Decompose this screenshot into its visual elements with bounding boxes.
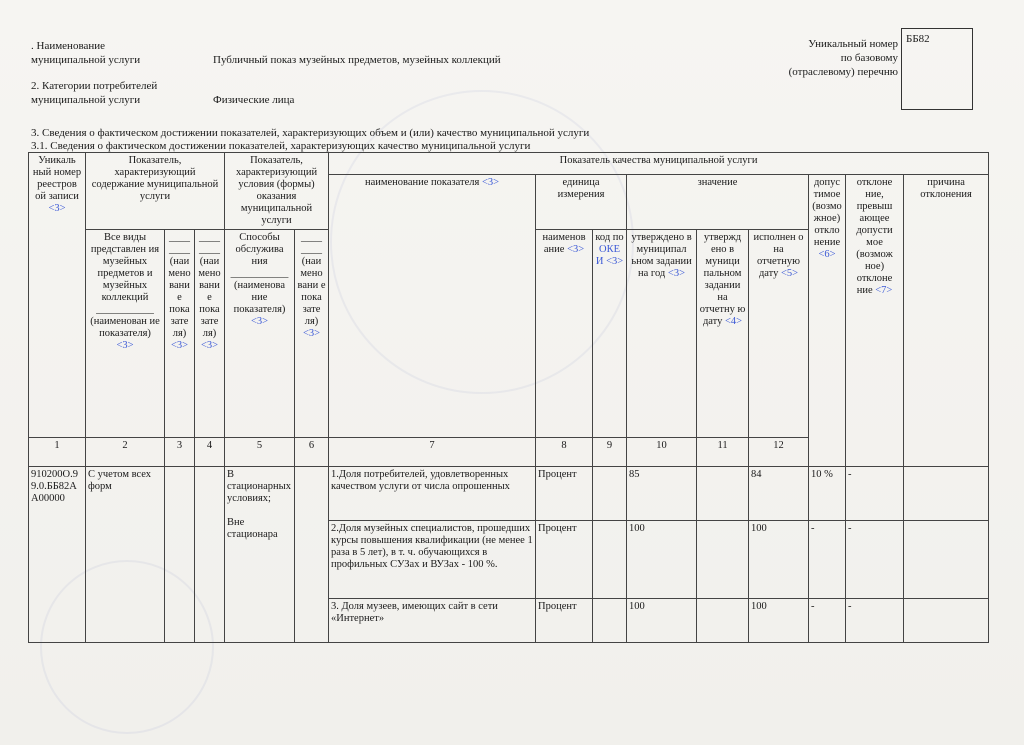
section-3-title: 3. Сведения о фактическом достижении показателей, характеризующих объем и (или) качество муниципальной услуги xyxy=(31,127,590,139)
okei-value xyxy=(593,599,627,643)
conditions-value xyxy=(225,467,295,643)
approved-year-value: 100 xyxy=(627,521,697,599)
column-number: 1 xyxy=(29,438,86,467)
ref-3: <3> xyxy=(200,340,219,351)
header-service-methods-text: Способы обслужива ния xyxy=(235,232,284,267)
service-name-value: Публичный показ музейных предметов, музейных коллекций xyxy=(213,54,501,66)
reason-value xyxy=(904,521,989,599)
approved-date-value xyxy=(697,467,749,521)
unique-number-label-3: (отраслевому) перечню xyxy=(788,66,898,78)
content-value: С учетом всех форм xyxy=(86,467,165,643)
conditions-stationary: В стационарных условиях; xyxy=(227,469,291,504)
ref-3: <3> xyxy=(667,268,685,279)
allowed-value: - xyxy=(809,521,846,599)
approved-date-value xyxy=(697,599,749,643)
executed-value: 100 xyxy=(749,599,809,643)
column-number: 6 xyxy=(295,438,329,467)
column-number: 5 xyxy=(225,438,295,467)
reason-value xyxy=(904,467,989,521)
executed-value: 84 xyxy=(749,467,809,521)
header-blank-text: ____ ____ (наи мено вани е пока зате ля) xyxy=(198,232,221,339)
header-indicator-placeholder: ___________ (наименован ие показателя) xyxy=(90,304,160,339)
header-unit-name-text: наименов ание xyxy=(542,232,586,255)
header-blank-text: ____ ____ (наи мено вани е пока зате ля) xyxy=(168,232,191,339)
section-3-1-title: 3.1. Сведения о фактическом достижении показателей, характеризующих качество муниципальной услуги xyxy=(31,140,531,152)
header-indicator-name xyxy=(329,175,536,438)
header-blank-indicator-1 xyxy=(165,230,195,438)
unit-value: Процент xyxy=(536,467,593,521)
ref-3: <3> xyxy=(116,340,134,351)
column-number: 11 xyxy=(697,438,749,467)
header-all-kinds xyxy=(86,230,165,438)
indicator-name: 3. Доля музеев, имеющих сайт в сети «Интернет» xyxy=(329,599,536,643)
unique-number-label: Уникальный номер xyxy=(808,38,898,50)
consumers-value: Физические лица xyxy=(213,94,295,106)
column-number: 10 xyxy=(627,438,697,467)
column-number: 12 xyxy=(749,438,809,467)
approved-date-value xyxy=(697,521,749,599)
approved-year-value: 85 xyxy=(627,467,697,521)
quality-indicators-table xyxy=(28,152,989,643)
header-blank-indicator-3 xyxy=(295,230,329,438)
reason-value xyxy=(904,599,989,643)
header-approved-year-text: утверждено в муниципал ьном задании на год xyxy=(631,232,692,279)
column-number: 9 xyxy=(593,438,627,467)
ref-3: <3> xyxy=(170,340,189,351)
ref-3: <3> xyxy=(302,328,321,339)
okei-value xyxy=(593,467,627,521)
ref-3: <3> xyxy=(48,203,66,214)
exceed-value: - xyxy=(846,467,904,521)
ref-6: <6> xyxy=(818,249,836,260)
indicator-name: 2.Доля музейных специалистов, прошедших курсы повышения квалификации (не менее 1 раза в 5 лет), в т. ч. обучающихся в профильных СУЗах и ВУЗах - 100 %. xyxy=(329,521,536,599)
ref-7: <7> xyxy=(875,285,893,296)
header-service-methods xyxy=(225,230,295,438)
header-allowed-text: допус тимое (возмо жное) откло нение xyxy=(812,177,842,248)
approved-year-value: 100 xyxy=(627,599,697,643)
unique-number-value: ББ82 xyxy=(906,33,930,45)
header-unique-text: Уникаль ный номер реестров ой записи xyxy=(32,155,82,202)
header-content-indicator: Показатель, характеризующий содержание муниципальной услуги xyxy=(86,153,225,230)
okei-value xyxy=(593,521,627,599)
header-approved-date-text: утвержд ено в муници пальном задании на отчетну ю дату xyxy=(699,232,746,327)
header-okei-code xyxy=(593,230,627,438)
header-executed xyxy=(749,230,809,438)
header-unit: единица измерения xyxy=(536,175,627,230)
column-number: 2 xyxy=(86,438,165,467)
header-approved-year xyxy=(627,230,697,438)
header-unique-record xyxy=(29,153,86,438)
header-all-kinds-text: Все виды представлен ия музейных предметов и музейных коллекций xyxy=(90,232,160,303)
exceed-value: - xyxy=(846,521,904,599)
unit-value: Процент xyxy=(536,521,593,599)
allowed-value: - xyxy=(809,599,846,643)
unit-value: Процент xyxy=(536,599,593,643)
conditions-outside: Вне стационара xyxy=(227,517,278,540)
ref-3: <3> xyxy=(567,244,585,255)
ref-3: <3> xyxy=(481,177,500,188)
blank-cell xyxy=(165,467,195,643)
column-number: 4 xyxy=(195,438,225,467)
header-okei-text: код по xyxy=(595,232,624,243)
column-number: 7 xyxy=(329,438,536,467)
column-number: 8 xyxy=(536,438,593,467)
ref-4: <4> xyxy=(725,316,743,327)
header-exceeding-deviation xyxy=(846,175,904,467)
ref-5: <5> xyxy=(781,268,799,279)
header-exceed-text: отклоне ние, превыш ающее допусти мое (возмож ное) отклоне ние xyxy=(856,177,893,296)
header-value: значение xyxy=(627,175,809,230)
blank-cell xyxy=(195,467,225,643)
blank-cell xyxy=(295,467,329,643)
ref-3: <3> xyxy=(250,316,269,327)
service-name-label: . Наименование xyxy=(31,40,106,52)
header-conditions-indicator: Показатель, характеризующий условия (формы) оказания муниципальной услуги xyxy=(225,153,329,230)
executed-value: 100 xyxy=(749,521,809,599)
unique-number-label-2: по базовому xyxy=(840,52,898,64)
header-allowed-deviation xyxy=(809,175,846,467)
ref-okei: ОКЕ И <3> xyxy=(595,244,624,267)
allowed-value: 10 % xyxy=(809,467,846,521)
table-row xyxy=(29,467,989,521)
header-blank-text: ____ ____ (наи мено вани е пока зате ля) xyxy=(297,232,326,327)
column-number: 3 xyxy=(165,438,195,467)
indicator-name: 1.Доля потребителей, удовлетворенных качеством услуги от числа опрошенных xyxy=(329,467,536,521)
header-service-placeholder: ___________ (наименова ние показателя) xyxy=(230,268,289,315)
header-executed-text: исполнен о на отчетную дату xyxy=(753,232,804,279)
header-unit-name xyxy=(536,230,593,438)
unique-number-box xyxy=(901,28,973,110)
header-blank-indicator-2 xyxy=(195,230,225,438)
service-name-label-2: муниципальной услуги xyxy=(31,54,141,66)
header-indicator-name-text: наименование показателя xyxy=(364,177,480,188)
consumers-label-2: муниципальной услуги xyxy=(31,94,141,106)
record-id: 910200О.99.0.ББ82АА00000 xyxy=(29,467,86,643)
header-deviation-reason: причина отклонения xyxy=(904,175,989,467)
header-approved-date xyxy=(697,230,749,438)
exceed-value: - xyxy=(846,599,904,643)
consumers-label: 2. Категории потребителей xyxy=(31,80,158,92)
header-quality-indicator: Показатель качества муниципальной услуги xyxy=(329,153,989,175)
